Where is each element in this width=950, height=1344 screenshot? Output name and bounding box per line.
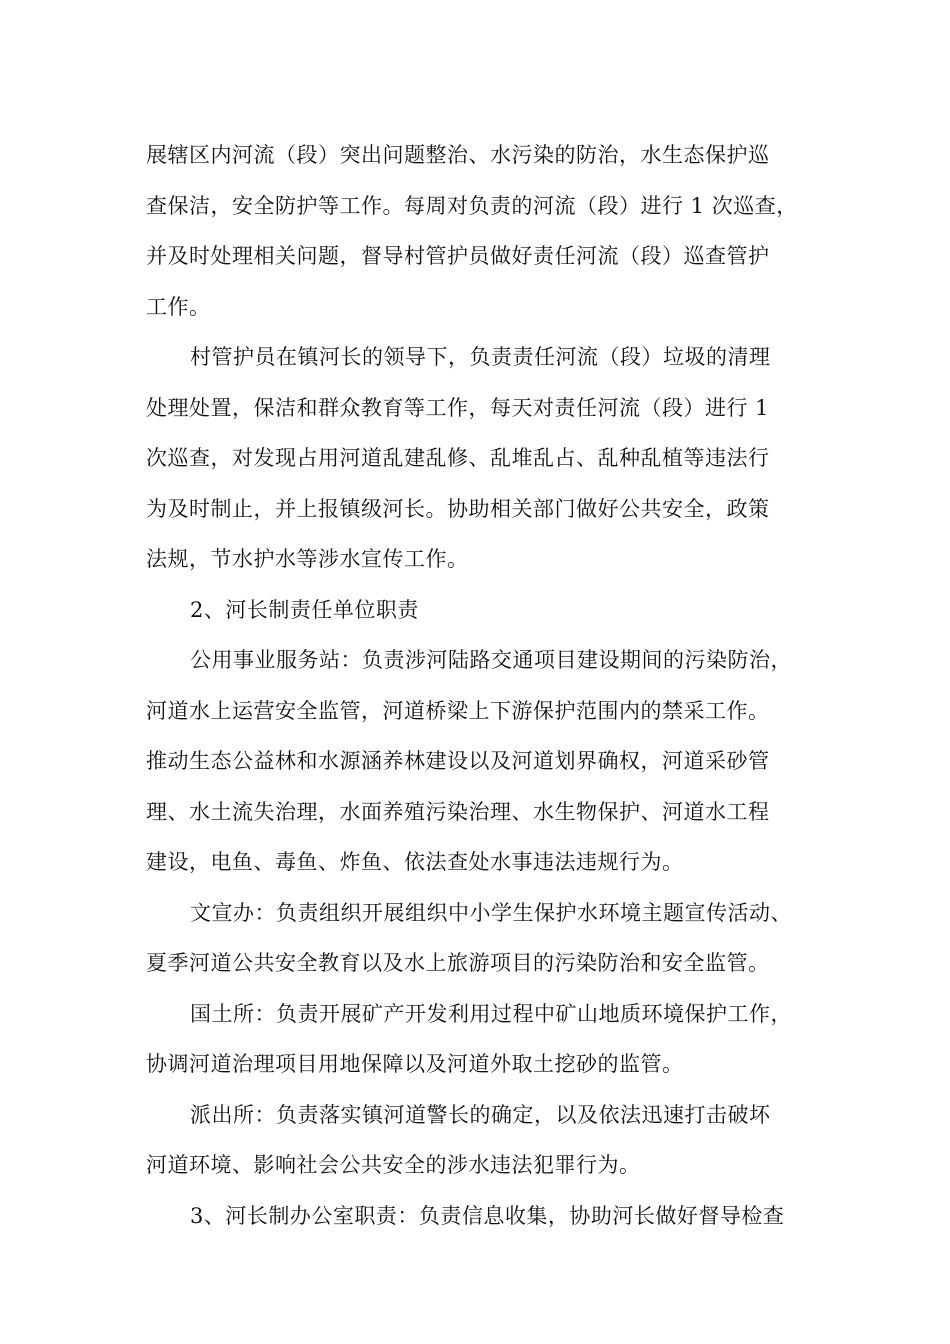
section-heading: 2、河长制责任单位职责: [190, 597, 419, 622]
text-line: 查保洁，安全防护等工作。每周对负责的河流（段）进行 1 次巡查，: [146, 193, 798, 218]
paragraph-start-line: 文宣办：负责组织开展组织中小学生保护水环境主题宣传活动、: [190, 900, 792, 925]
text-line: 法规，节水护水等涉水宣传工作。: [146, 547, 469, 571]
paragraph-start-line: 派出所：负责落实镇河道警长的确定，以及依法迅速打击破坏: [190, 1102, 771, 1127]
text-line: 河道环境、影响社会公共安全的涉水违法犯罪行为。: [146, 1153, 641, 1177]
document-body: [146, 130, 816, 1241]
text-line: 夏季河道公共安全教育以及水上旅游项目的污染防治和安全监管。: [146, 951, 770, 975]
text-line: 展辖区内河流（段）突出问题整治、水污染的防治，水生态保护巡: [146, 143, 770, 167]
paragraph-start-line: 村管护员在镇河长的领导下，负责责任河流（段）垃圾的清理: [190, 345, 771, 369]
text-line: 推动生态公益林和水源涵养林建设以及河道划界确权，河道采砂管: [146, 749, 770, 773]
text-line: 工作。: [146, 294, 211, 319]
text-line: 理、水土流失治理，水面养殖污染治理、水生物保护、河道水工程: [146, 799, 770, 824]
text-line: 建设，电鱼、毒鱼、炸鱼、依法查处水事违法违规行为。: [146, 850, 684, 874]
paragraph-start-line: 国土所：负责开展矿产开发利用过程中矿山地质环境保护工作，: [190, 1001, 792, 1026]
section-heading: 3、河长制办公室职责：负责信息收集，协助河长做好督导检查: [190, 1203, 785, 1228]
text-line: 处理处置，保洁和群众教育等工作，每天对责任河流（段）进行 1: [146, 395, 770, 420]
text-line: 为及时制止，并上报镇级河长。协助相关部门做好公共安全，政策: [146, 496, 770, 521]
text-line: 次巡查，对发现占用河道乱建乱修、乱堆乱占、乱种乱植等违法行: [146, 446, 770, 470]
text-line: 协调河道治理项目用地保障以及河道外取土挖砂的监管。: [146, 1052, 684, 1076]
text-line: 河道水上运营安全监管，河道桥梁上下游保护范围内的禁采工作。: [146, 698, 770, 723]
paragraph-start-line: 公用事业服务站：负责涉河陆路交通项目建设期间的污染防治，: [190, 648, 792, 672]
text-line: 并及时处理相关问题，督导村管护员做好责任河流（段）巡查管护: [146, 244, 770, 268]
